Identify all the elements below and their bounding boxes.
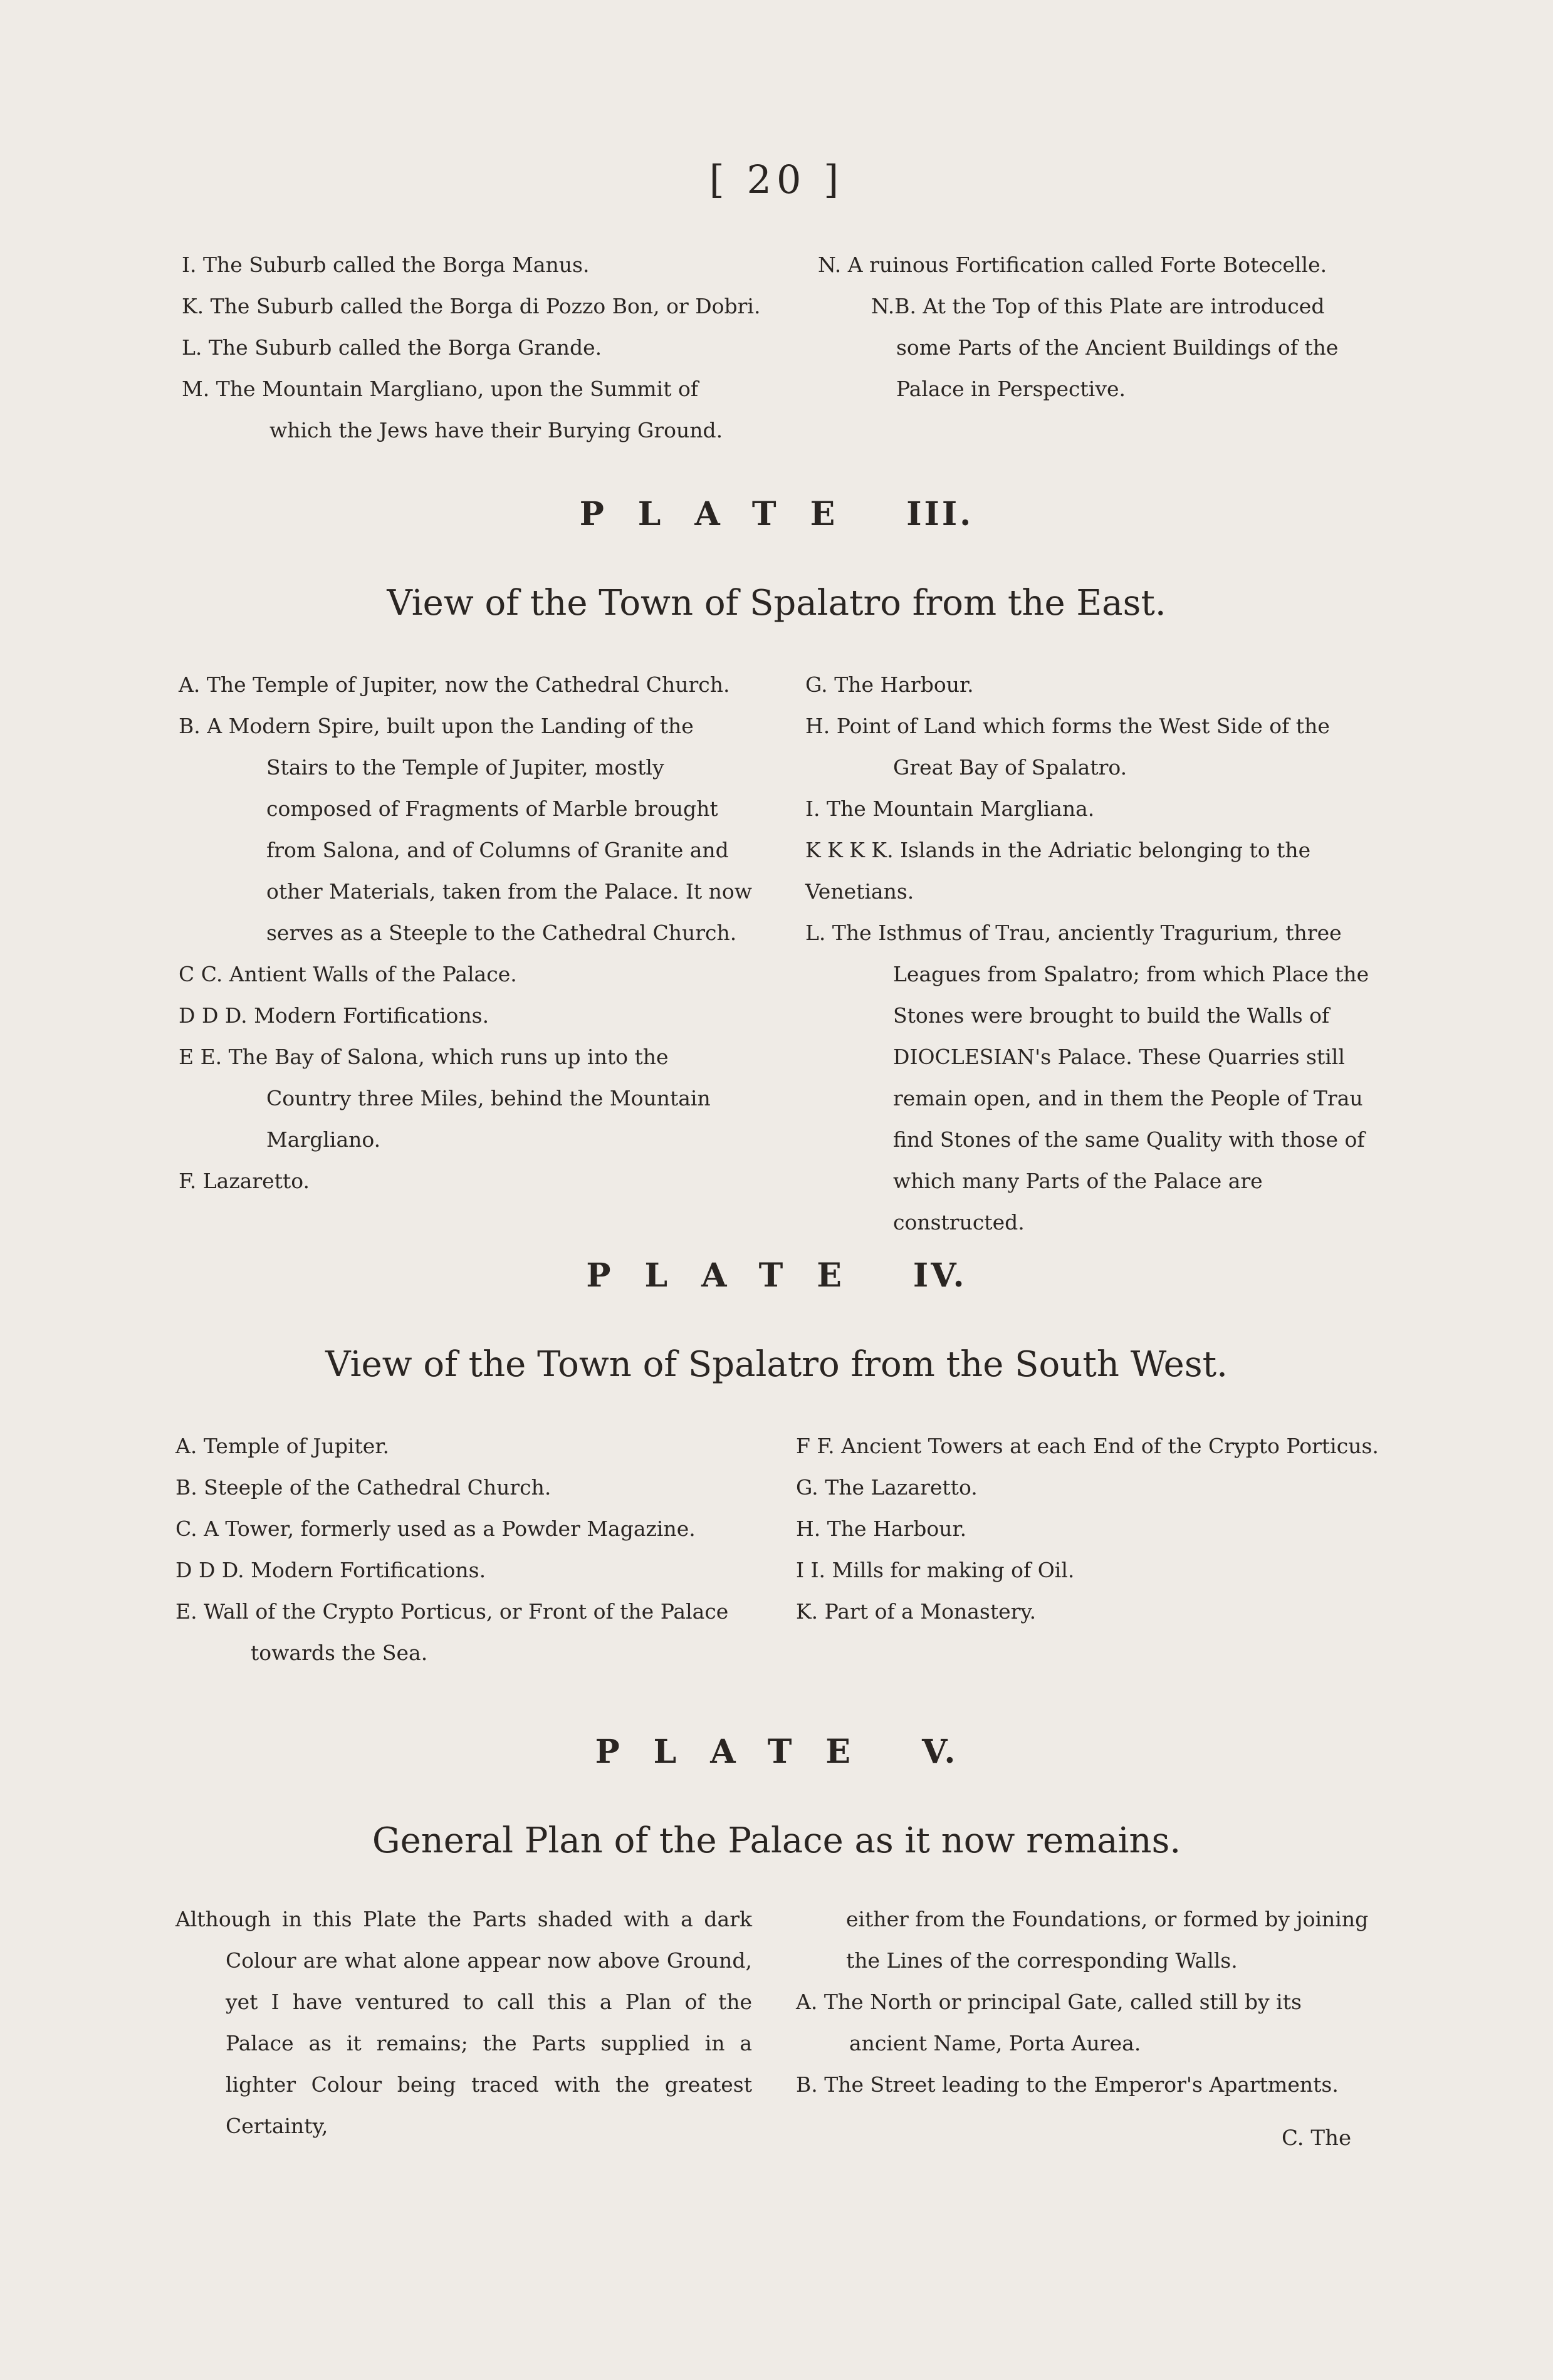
- list-item: H. The Harbour.: [796, 1516, 967, 1541]
- list-item: C. A Tower, formerly used as a Powder Magazine.: [175, 1516, 696, 1541]
- list-item: B. A Modern Spire, built upon the Landing of the Stairs to the Temple of Jupiter, mostly composed of Fragments of Marble brought from Salona, and of Columns of Granite and other Materials, taken from the Palace. It now serves as a Steeple to the Cathedral Church.: [179, 714, 753, 945]
- list-item: D D D. Modern Fortifications.: [175, 1558, 486, 1582]
- list-item: H. Point of Land which forms the West Side of the Great Bay of Spalatro.: [805, 714, 1330, 780]
- plate-3-heading: PLATE III.: [579, 495, 974, 533]
- list-item: K. Part of a Monastery.: [796, 1599, 1037, 1624]
- catchword: C. The: [1282, 2126, 1352, 2151]
- list-item: F F. Ancient Towers at each End of the Crypto Porticus.: [796, 1434, 1379, 1458]
- list-item: A. Temple of Jupiter.: [175, 1434, 389, 1458]
- list-item: A. The Temple of Jupiter, now the Cathedral Church.: [179, 672, 730, 697]
- plate-5-right-column: [796, 1899, 1391, 2106]
- plate-4-title: View of the Town of Spalatro from the South West.: [325, 1344, 1228, 1385]
- list-item: B. Steeple of the Cathedral Church.: [175, 1475, 552, 1500]
- plate-3-title: View of the Town of Spalatro from the East.: [387, 583, 1166, 624]
- list-item: I I. Mills for making of Oil.: [796, 1558, 1075, 1582]
- top-right-column: [818, 244, 1382, 410]
- plate-4-right-column: [796, 1426, 1391, 1632]
- plate-4-left-column: [175, 1426, 777, 1674]
- plate-3-right-column: [805, 664, 1382, 1243]
- list-item: N.B. At the Top of this Plate are introduced some Parts of the Ancient Buildings of the Palace in Perspective.: [871, 294, 1339, 401]
- top-left-column: [182, 244, 783, 451]
- paragraph: either from the Foundations, or formed by joining the Lines of the corresponding Walls.: [846, 1907, 1369, 1973]
- plate-3-left-column: [179, 664, 755, 1202]
- list-item: E E. The Bay of Salona, which runs up into the Country three Miles, behind the Mountain Margliano.: [179, 1045, 711, 1152]
- list-item: E. Wall of the Crypto Porticus, or Front of the Palace towards the Sea.: [175, 1599, 729, 1665]
- list-item: N. A ruinous Fortification called Forte Botecelle.: [818, 253, 1327, 277]
- plate-4-heading: PLATE IV.: [586, 1256, 967, 1295]
- list-item: I. The Mountain Margliana.: [805, 796, 1095, 821]
- list-item: D D D. Modern Fortifications.: [179, 1003, 489, 1028]
- page-number: [ 20 ]: [709, 157, 844, 202]
- list-item: B. The Street leading to the Emperor's Apartments.: [796, 2072, 1339, 2097]
- plate-5-heading: PLATE V.: [595, 1733, 958, 1771]
- list-item: K. The Suburb called the Borga di Pozzo Bon, or Dobri.: [182, 294, 761, 318]
- list-item: K K K K. Islands in the Adriatic belonging to the Venetians.: [805, 838, 1311, 904]
- paragraph: Although in this Plate the Parts shaded with a dark Colour are what alone appear now above Ground, yet I have ventured to call this a Plan of the Palace as it remains; the Parts supplied in a lighter Colour being traced with the greatest Certainty,: [175, 1907, 752, 2138]
- list-item: C C. Antient Walls of the Palace.: [179, 962, 517, 986]
- plate-5-left-column: [175, 1899, 752, 2147]
- list-item: G. The Lazaretto.: [796, 1475, 978, 1500]
- list-item: G. The Harbour.: [805, 672, 974, 697]
- list-item: L. The Suburb called the Borga Grande.: [182, 335, 602, 360]
- list-item: A. The North or principal Gate, called still by its ancient Name, Porta Aurea.: [796, 1990, 1302, 2055]
- list-item: F. Lazaretto.: [179, 1169, 310, 1193]
- list-item: M. The Mountain Margliano, upon the Summit of which the Jews have their Burying Ground.: [182, 377, 723, 442]
- plate-5-title: General Plan of the Palace as it now remains.: [372, 1820, 1181, 1861]
- list-item: L. The Isthmus of Trau, anciently Tragurium, three Leagues from Spalatro; from which Place the Stones were brought to build the Walls of DIOCLESIAN's Palace. These Quarries still remain open, and in them the People of Trau find Stones of the same Quality with those of which many Parts of the Palace are constructed.: [805, 921, 1369, 1234]
- list-item: I. The Suburb called the Borga Manus.: [182, 253, 590, 277]
